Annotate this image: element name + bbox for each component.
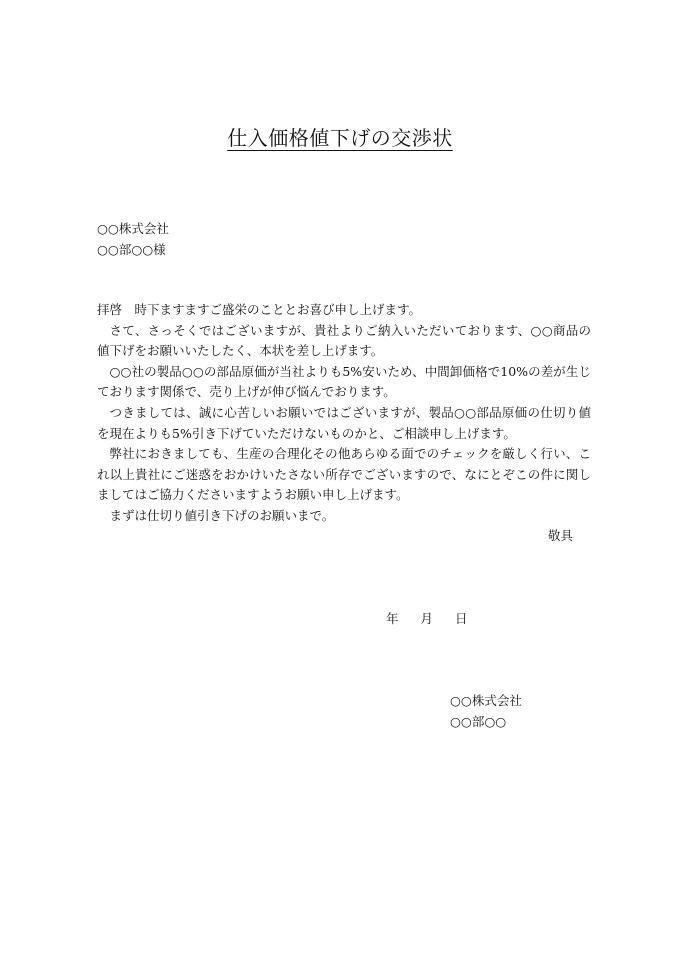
body-paragraph-1: さて、さっそくではございますが、貴社よりご納入いただいております、○○商品の値下げをお願いいたしたく、本状を差し上げます。 <box>97 322 591 359</box>
greeting-line: 拝啓 時下ますますご盛栄のこととお喜び申し上げます。 <box>97 302 422 317</box>
recipient-person: ○○部○○様 <box>97 242 166 257</box>
letter-body <box>97 300 591 527</box>
body-paragraph-5: まずは仕切り値引き下げのお願いまで。 <box>109 507 335 523</box>
date-day: 日 <box>455 611 468 626</box>
sender-company: ○○株式会社 <box>450 693 522 708</box>
sender-block <box>450 690 522 732</box>
date-month: 月 <box>420 611 434 626</box>
recipient-block <box>97 218 169 260</box>
recipient-company: ○○株式会社 <box>97 221 169 236</box>
body-paragraph-3: つきましては、誠に心苦しいお願いではございますが、製品○○部品原価の仕切り値を現在よりも5%引き下げていただけないものかと、ご相談申し上げます。 <box>97 404 591 441</box>
date-line <box>386 609 468 629</box>
body-paragraph-2: ○○社の製品○○の部品原価が当社よりも5%安いため、中間卸価格で10%の差が生じております関係で、売り上げが伸び悩んでおります。 <box>97 363 591 400</box>
document-title-text: 仕入価格値下げの交渉状 <box>227 126 453 150</box>
document-title <box>0 122 680 151</box>
closing-word: 敬具 <box>548 528 574 543</box>
body-paragraph-4: 弊社におきましても、生産の合理化その他あらゆる面でのチェックを厳しく行い、これ以上貴社にご迷惑をおかけいたさない所存でございますので、なにとぞこの件に関しましてはご協力くださいますようお願い申し上げます。 <box>97 446 591 503</box>
date-year: 年 <box>386 611 399 626</box>
sender-department: ○○部○○ <box>450 714 507 729</box>
